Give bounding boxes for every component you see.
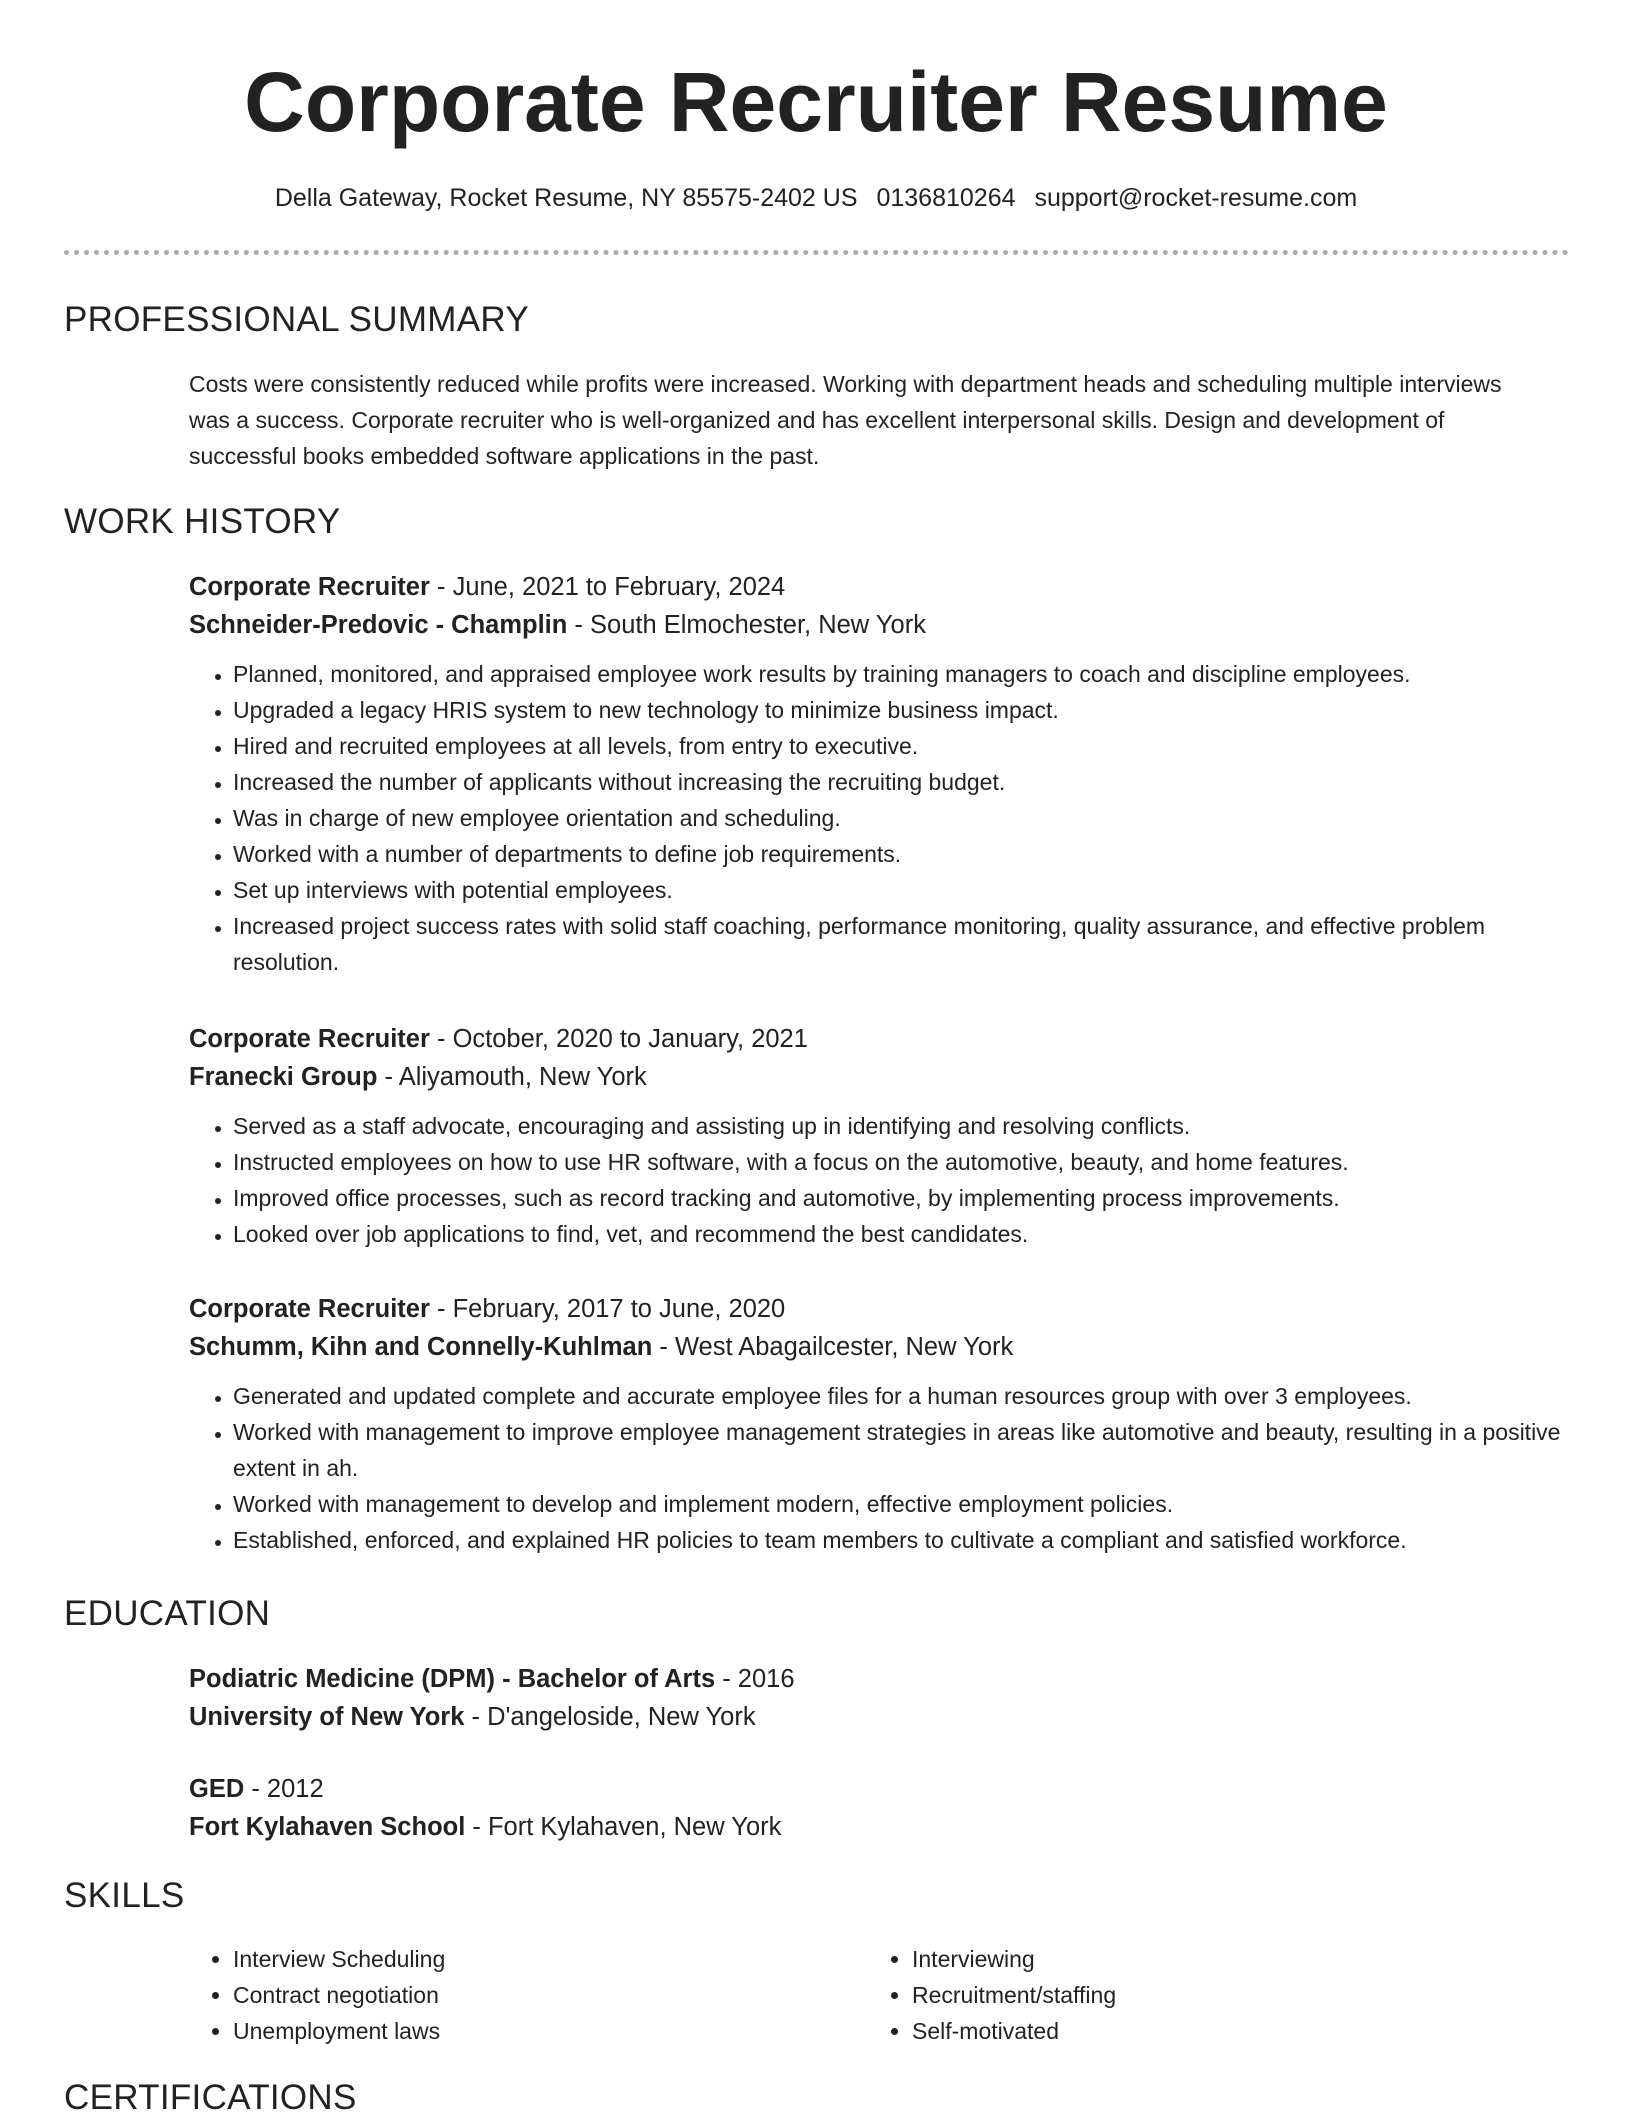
job-company-line (189, 606, 1569, 644)
skills-column-left (189, 1941, 829, 2049)
job-bullet: • Increased project success rates with solid staff coaching, performance monitoring, quality assurance, and effective problem resolution. (233, 908, 1569, 980)
resume-title: Corporate Recruiter Resume (244, 55, 1388, 149)
job-bullet: • Worked with management to develop and implement modern, effective employment policies. (233, 1486, 1569, 1522)
job-bullet: • Generated and updated complete and accurate employee files for a human resources group with over 3 employees. (233, 1378, 1569, 1414)
job-company: Schumm, Kihn and Connelly-Kuhlman (189, 1333, 653, 1361)
education-year: - 2012 (244, 1775, 324, 1803)
job-bullet: • Served as a staff advocate, encouraging and assisting up in identifying and resolving conflicts. (233, 1108, 1569, 1144)
work-history-heading: WORK HISTORY (64, 502, 341, 541)
job-company: Schneider-Predovic - Champlin (189, 611, 568, 639)
skill-item: • Self-motivated (912, 2013, 1508, 2049)
skill-item: • Interviewing (912, 1941, 1508, 1977)
contact-line (0, 180, 1632, 216)
skill-item: • Interview Scheduling (233, 1941, 829, 1977)
job-company: Franecki Group (189, 1063, 378, 1091)
education-entry (189, 1660, 1569, 1736)
job-bullet: • Established, enforced, and explained HR policies to team members to cultivate a compliant and satisfied workforce. (233, 1522, 1569, 1558)
job-bullet: • Worked with management to improve employee management strategies in areas like automotive and beauty, resulting in a positive extent in ah. (233, 1414, 1569, 1486)
skill-item: • Unemployment laws (233, 2013, 829, 2049)
education-school-line (189, 1808, 1569, 1846)
job-location: - West Abagailcester, New York (652, 1333, 1014, 1361)
job-bullet: • Planned, monitored, and appraised employee work results by training managers to coach and discipline employees. (233, 656, 1569, 692)
education-degree-line (189, 1770, 1569, 1808)
job-bullets (189, 1378, 1569, 1558)
job-bullet: • Set up interviews with potential employees. (233, 872, 1569, 908)
job-title: Corporate Recruiter (189, 1295, 430, 1323)
education-entry (189, 1770, 1569, 1846)
certifications-heading: CERTIFICATIONS (64, 2078, 357, 2117)
education-degree: Podiatric Medicine (DPM) - Bachelor of Arts (189, 1665, 716, 1693)
education-school: Fort Kylahaven School (189, 1813, 466, 1841)
contact-address: Della Gateway, Rocket Resume, NY 85575-2402 US (274, 184, 858, 212)
job-dates: - February, 2017 to June, 2020 (429, 1295, 786, 1323)
summary-section (189, 366, 1529, 474)
job-location: - Aliyamouth, New York (377, 1063, 647, 1091)
job-entry (189, 1020, 1569, 1252)
job-entry (189, 1290, 1569, 1558)
skills-list (868, 1941, 1508, 2049)
education-year: - 2016 (715, 1665, 795, 1693)
job-title-line (189, 568, 1569, 606)
education-degree-line (189, 1660, 1569, 1698)
education-school-line (189, 1698, 1569, 1736)
job-bullet: • Was in charge of new employee orientation and scheduling. (233, 800, 1569, 836)
job-title-line (189, 1020, 1569, 1058)
contact-email: support@rocket-resume.com (1034, 184, 1358, 212)
skill-item: • Recruitment/staffing (912, 1977, 1508, 2013)
job-bullet: • Hired and recruited employees at all levels, from entry to executive. (233, 728, 1569, 764)
summary-heading: PROFESSIONAL SUMMARY (64, 300, 529, 339)
skills-heading: SKILLS (64, 1876, 185, 1915)
job-dates: - June, 2021 to February, 2024 (429, 573, 786, 601)
education-location: - D'angeloside, New York (464, 1703, 756, 1731)
job-bullet: • Improved office processes, such as record tracking and automotive, by implementing process improvements. (233, 1180, 1569, 1216)
job-location: - South Elmochester, New York (567, 611, 926, 639)
job-bullets (189, 656, 1569, 980)
job-bullets (189, 1108, 1569, 1252)
contact-phone: 0136810264 (876, 184, 1016, 212)
job-dates: - October, 2020 to January, 2021 (429, 1025, 808, 1053)
skill-item: • Contract negotiation (233, 1977, 829, 2013)
job-bullet: • Worked with a number of departments to define job requirements. (233, 836, 1569, 872)
job-bullet: • Instructed employees on how to use HR software, with a focus on the automotive, beauty, and home features. (233, 1144, 1569, 1180)
education-school: University of New York (189, 1703, 465, 1731)
job-company-line (189, 1058, 1569, 1096)
job-bullet: • Increased the number of applicants without increasing the recruiting budget. (233, 764, 1569, 800)
job-company-line (189, 1328, 1569, 1366)
job-entry (189, 568, 1569, 980)
job-bullet: • Looked over job applications to find, vet, and recommend the best candidates. (233, 1216, 1569, 1252)
job-bullet: • Upgraded a legacy HRIS system to new technology to minimize business impact. (233, 692, 1569, 728)
skills-list (189, 1941, 829, 2049)
job-title: Corporate Recruiter (189, 573, 430, 601)
skills-column-right (868, 1941, 1508, 2049)
education-heading: EDUCATION (64, 1594, 271, 1633)
header-divider (64, 250, 1569, 255)
education-degree: GED (189, 1775, 245, 1803)
education-location: - Fort Kylahaven, New York (465, 1813, 782, 1841)
job-title: Corporate Recruiter (189, 1025, 430, 1053)
job-title-line (189, 1290, 1569, 1328)
summary-text: Costs were consistently reduced while profits were increased. Working with department heads and scheduling multiple interviews was a success. Corporate recruiter who is well-organized and has excellent interpersonal skills. Design and development of successful books embedded software applications in the past. (189, 371, 1502, 469)
